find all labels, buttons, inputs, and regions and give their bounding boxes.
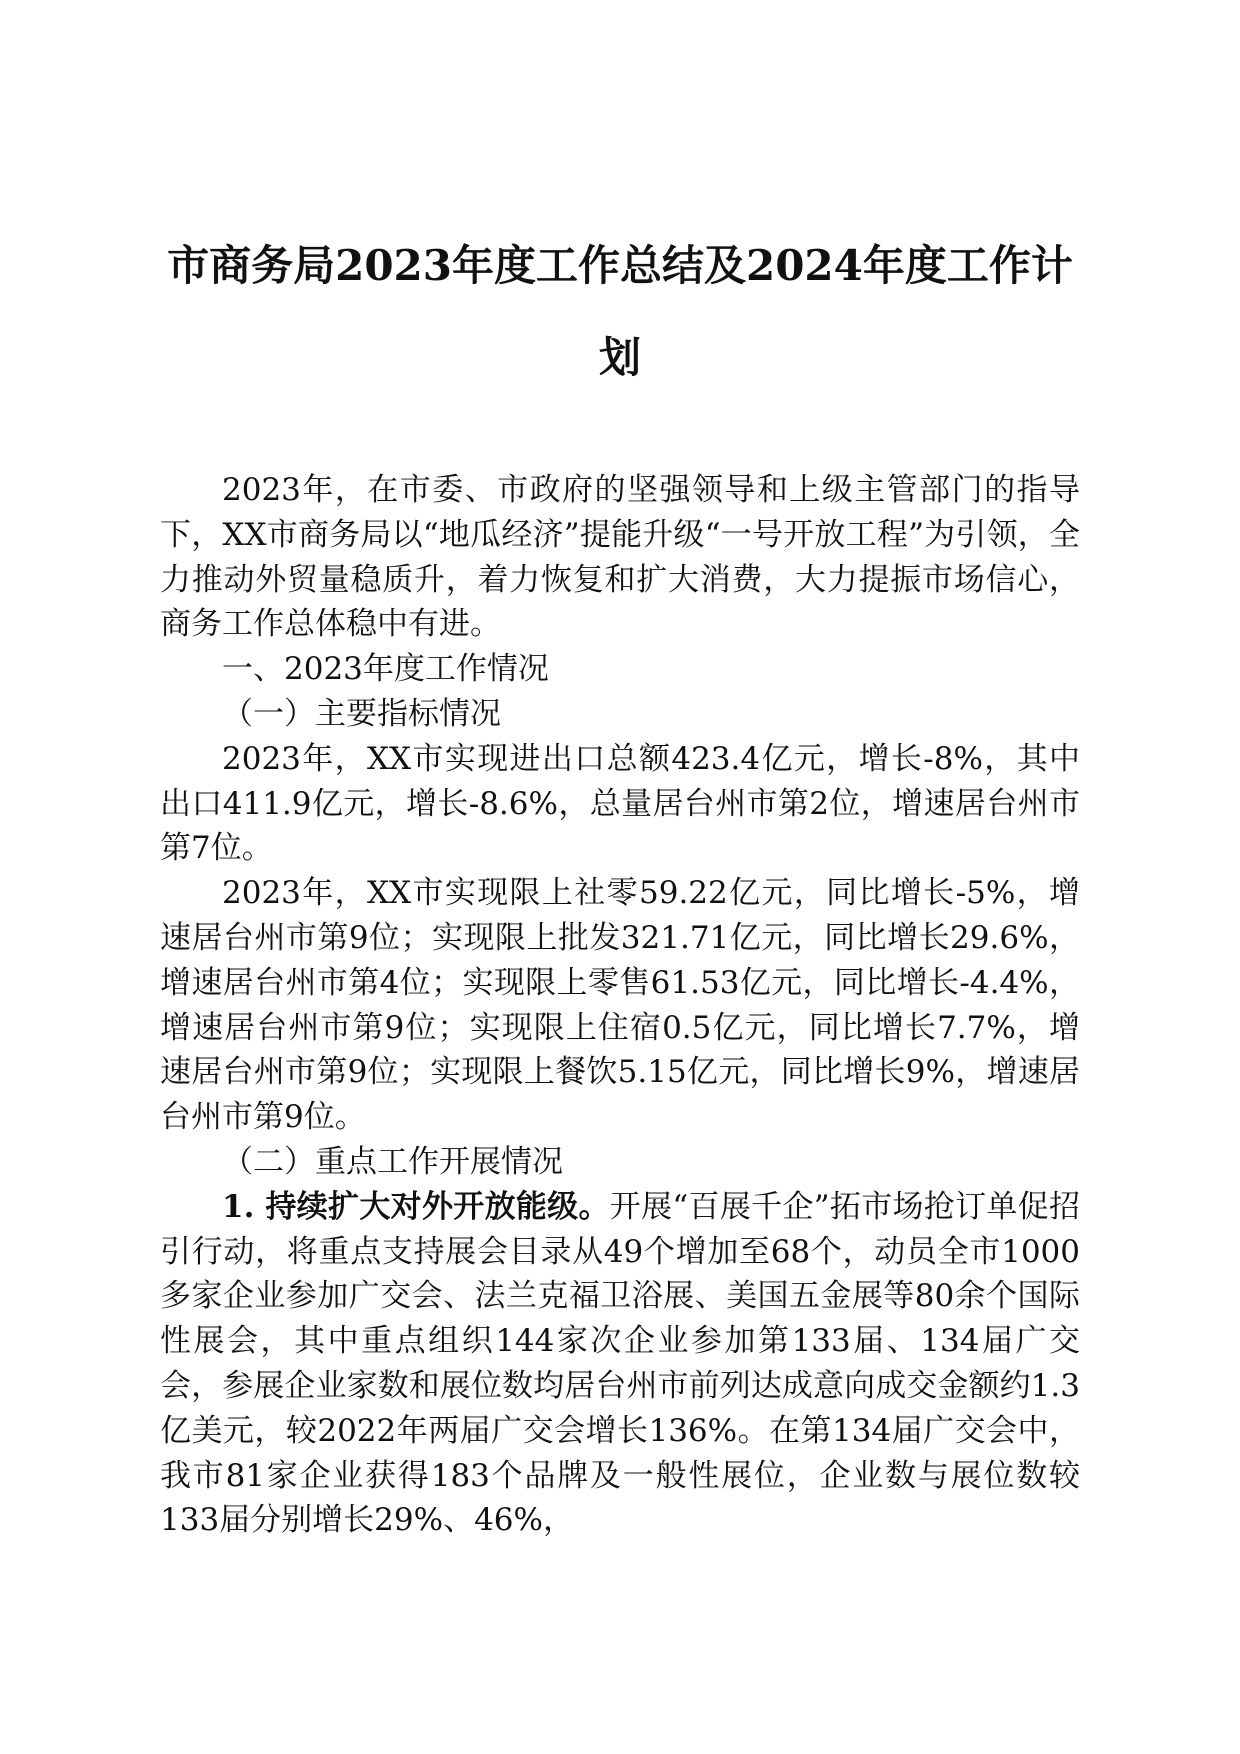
- intro-paragraph: 2023年，在市委、市政府的坚强领导和上级主管部门的指导下，XX市商务局以“地瓜经济”提能升级“一号开放工程”为引领，全力推动外贸量稳质升，着力恢复和扩大消费，大力提振市场信心，商务工作总体稳中有进。: [160, 472, 1080, 643]
- retail-paragraph: 2023年，XX市实现限上社零59.22亿元，同比增长-5%，增速居台州市第9位；实现限上批发321.71亿元，同比增长29.6%，增速居台州市第4位；实现限上零售61.53亿元，同比增长-4.4%，增速居台州市第9位；实现限上住宿0.5亿元，同比增长7.7%，增速居台州市第9位；实现限上餐饮5.15亿元，同比增长9%，增速居台州市第9位。: [160, 875, 1080, 1136]
- key-work-item-1-text: 开展“百展千企”拓市场抢订单促招引行动，将重点支持展会目录从49个增加至68个，动员全市1000多家企业参加广交会、法兰克福卫浴展、美国五金展等80余个国际性展会，其中重点组织144家次企业参加第133届、134届广交会，参展企业家数和展位数均居台州市前列达成意向成交金额约1.3亿美元，较2022年两届广交会增长136%。在第134届广交会中，我市81家企业获得183个品牌及一般性展位，企业数与展位数较133届分别增长29%、46%，: [160, 1188, 1080, 1539]
- trade-paragraph: 2023年，XX市实现进出口总额423.4亿元，增长-8%，其中出口411.9亿元，增长-8.6%，总量居台州市第2位，增速居台州市第7位。: [160, 740, 1080, 867]
- subsection-heading-main-indicators: （一）主要指标情况: [222, 695, 501, 732]
- key-work-item-1-lead: 1. 持续扩大对外开放能级。: [222, 1188, 610, 1225]
- document-body: [160, 468, 1080, 1543]
- document-title: 市商务局2023年度工作总结及2024年度工作计划: [167, 241, 1073, 382]
- subsection-heading-key-work: （二）重点工作开展情况: [222, 1143, 563, 1180]
- key-work-item-1: [160, 1185, 1080, 1543]
- section-heading-2023-work: 一、2023年度工作情况: [222, 651, 549, 688]
